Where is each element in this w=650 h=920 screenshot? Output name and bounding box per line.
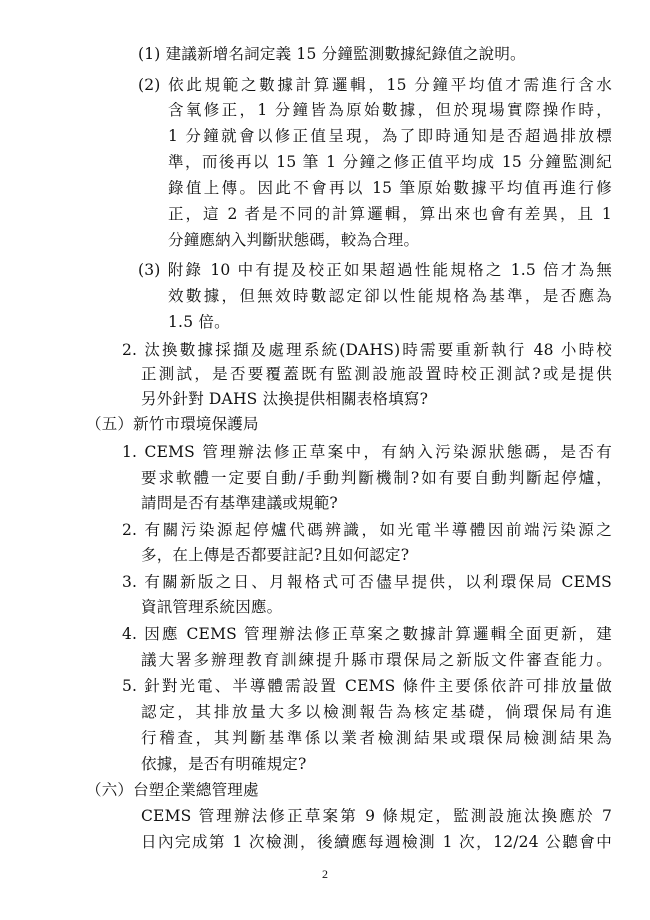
text-line: 多，在上傳是否都要註記?且如何認定? [141, 546, 410, 564]
text-line: CEMS 管理辦法修正草案第 9 條規定，監測設施汰換應於 7 [141, 807, 612, 825]
text-line: 4. 因應 CEMS 管理辦法修正草案之數據計算邏輯全面更新，建 [122, 625, 612, 643]
text-line: (1) 建議新增名詞定義 15 分鐘監測數據紀錄值之說明。 [138, 45, 526, 63]
text-line: 2. 有關污染源起停爐代碼辨識，如光電半導體因前端污染源之 [122, 521, 612, 539]
text-line: 正測試，是否要覆蓋既有監測設施設置時校正測試?或是提供 [141, 365, 612, 383]
text-line: 1 分鐘就會以修正值呈現，為了即時通知是否超過排放標 [168, 127, 612, 145]
text-line: 3. 有關新版之日、月報格式可否儘早提供，以利環保局 CEMS [122, 573, 612, 591]
text-line: 請問是否有基準建議或規範? [141, 494, 338, 512]
text-line: 要求軟體一定要自動/手動判斷機制?如有要自動判斷起停爐， [141, 469, 612, 487]
text-line: 含氧修正，1 分鐘皆為原始數據，但於現場實際操作時， [168, 101, 612, 119]
text-line: 2. 汰換數據採擷及處理系統(DAHS)時需要重新執行 48 小時校 [122, 341, 612, 359]
text-line: 資訊管理系統因應。 [141, 598, 283, 616]
text-line: 錄值上傳。因此不會再以 15 筆原始數據平均值再進行修 [168, 179, 612, 197]
text-line: 日內完成第 1 次檢測，後續應每週檢測 1 次，12/24 公聽會中 [141, 833, 612, 851]
text-line: 5. 針對光電、半導體需設置 CEMS 條件主要係依許可排放量做 [122, 677, 612, 695]
section-heading: （五）新竹市環境保護局 [86, 415, 259, 433]
text-line: (3) 附錄 10 中有提及校正如果超過性能規格之 1.5 倍才為無 [138, 261, 612, 279]
text-line: 1.5 倍。 [168, 313, 230, 331]
text-line: 效數據，但無效時數認定卻以性能規格為基準，是否應為 [168, 287, 612, 305]
text-line: 議大署多辦理教育訓練提升縣市環保局之新版文件審查能力。 [141, 651, 612, 669]
page-number: 2 [322, 867, 328, 881]
text-line: 依據，是否有明確規定? [141, 755, 307, 773]
text-line: 1. CEMS 管理辦法修正草案中，有納入污染源狀態碼，是否有 [122, 443, 612, 461]
text-line: 準，而後再以 15 筆 1 分鐘之修正值平均成 15 分鐘監測紀 [168, 153, 612, 171]
section-heading: （六）台塑企業總管理處 [86, 781, 259, 799]
text-line: 行稽查，其判斷基準係以業者檢測結果或環保局檢測結果為 [141, 729, 612, 747]
text-line: 認定，其排放量大多以檢測報告為核定基礎，倘環保局有進 [141, 703, 612, 721]
text-line: 分鐘應納入判斷狀態碼，較為合理。 [168, 231, 420, 249]
text-line: (2) 依此規範之數據計算邏輯，15 分鐘平均值才需進行含水 [138, 76, 612, 94]
text-line: 另外針對 DAHS 汰換提供相關表格填寫? [141, 390, 429, 408]
text-line: 正，這 2 者是不同的計算邏輯，算出來也會有差異，且 1 [168, 205, 612, 223]
